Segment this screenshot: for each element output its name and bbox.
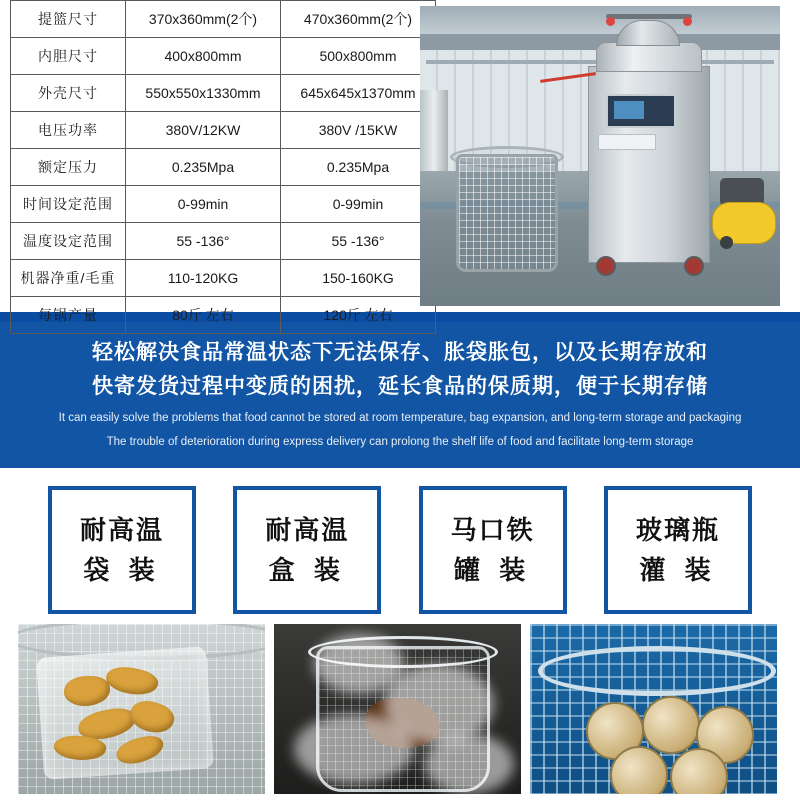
spec-value-model-2: 380V /15KW [281,112,436,149]
sterilizer-top [596,42,702,72]
packaging-types-row [0,468,800,618]
compressor-wheel-icon [720,236,733,249]
spec-label: 内胆尺寸 [11,38,126,75]
table-row [11,260,436,297]
spec-value-model-2: 0-99min [281,186,436,223]
body-label-strip [598,134,656,150]
banner-headline-line-1: 轻松解决食品常温状态下无法保存、胀袋胀包，以及长期存放和 [92,341,708,364]
packaging-type-glass-bottle [604,486,752,614]
tinplate-can [642,696,700,754]
spec-value-model-2: 120斤 左右 [281,297,436,334]
lid-handle [606,14,692,19]
spec-value-model-1: 110-120KG [126,260,281,297]
packaging-type-bag-line-2: 袋 装 [83,555,161,585]
banner-subtext-line-1: It can easily solve the problems that food cannot be stored at room temperature, bag expansion, and long-term storage and packaging [58,412,742,424]
table-row [11,223,436,260]
steam-cloud [294,714,414,784]
basket-rim [538,646,776,696]
specs-and-photo-section [0,0,800,323]
spec-value-model-2: 470x360mm(2个) [281,1,436,38]
factory-ceiling [420,6,780,36]
spec-value-model-1: 80斤 左右 [126,297,281,334]
spec-value-model-2: 500x800mm [281,38,436,75]
photo-vacuum-bag-chicken-feet [18,624,265,794]
spec-value-model-1: 380V/12KW [126,112,281,149]
table-row [11,112,436,149]
spec-value-model-1: 370x360mm(2个) [126,1,281,38]
banner-headline-line-2: 快寄发货过程中变质的困扰，延长食品的保质期，便于长期存储 [92,375,708,398]
table-row [11,297,436,334]
steam-cloud [424,734,514,794]
machine-photo [420,6,780,306]
spec-table-body [11,1,436,334]
packaging-type-box-line-1: 耐高温 [265,515,350,545]
spec-value-model-1: 0-99min [126,186,281,223]
table-row [11,38,436,75]
packaging-type-bag [48,486,196,614]
table-row [11,186,436,223]
spec-value-model-2: 645x645x1370mm [281,75,436,112]
spec-value-model-1: 55 -136° [126,223,281,260]
spec-value-model-2: 150-160KG [281,260,436,297]
spec-label: 电压功率 [11,112,126,149]
packaging-type-bag-line-1: 耐高温 [79,515,164,545]
handle-knob-right-icon [683,17,692,26]
packaging-type-box [233,486,381,614]
table-row [11,149,436,186]
packaging-type-tinplate-can [419,486,567,614]
spec-label: 时间设定范围 [11,186,126,223]
spec-value-model-2: 0.235Mpa [281,149,436,186]
spec-label: 温度设定范围 [11,223,126,260]
table-row [11,1,436,38]
packaging-type-tinplate-line-1: 马口铁 [450,515,535,545]
spec-label: 额定压力 [11,149,126,186]
spec-value-model-1: 0.235Mpa [126,149,281,186]
spec-value-model-1: 550x550x1330mm [126,75,281,112]
spec-label: 外壳尺寸 [11,75,126,112]
photo-cans-in-basket [530,624,777,794]
spec-label: 机器净重/毛重 [11,260,126,297]
photo-steaming-basket [274,624,521,794]
handle-knob-left-icon [606,17,615,26]
spec-table-container [0,0,420,323]
spec-label: 提篮尺寸 [11,1,126,38]
packaging-type-box-line-2: 盒 装 [268,555,346,585]
panel-display-screen [614,101,644,119]
spec-value-model-1: 400x800mm [126,38,281,75]
packaging-type-glass-line-1: 玻璃瓶 [635,515,720,545]
control-panel [606,94,676,128]
packaging-type-glass-line-2: 灌 装 [639,555,717,585]
table-row [11,75,436,112]
loading-basket [456,154,558,272]
banner-subtext-line-2: The trouble of deterioration during express delivery can prolong the shelf life of food and facilitate long-term storage [106,436,694,448]
spec-label: 每锅产量 [11,297,126,334]
spec-value-model-2: 55 -136° [281,223,436,260]
packaging-type-tinplate-line-2: 罐 装 [454,555,532,585]
caster-wheel-left-icon [596,256,616,276]
specifications-table [10,0,436,334]
marketing-banner [0,322,800,468]
application-photos-row [0,618,800,794]
caster-wheel-right-icon [684,256,704,276]
